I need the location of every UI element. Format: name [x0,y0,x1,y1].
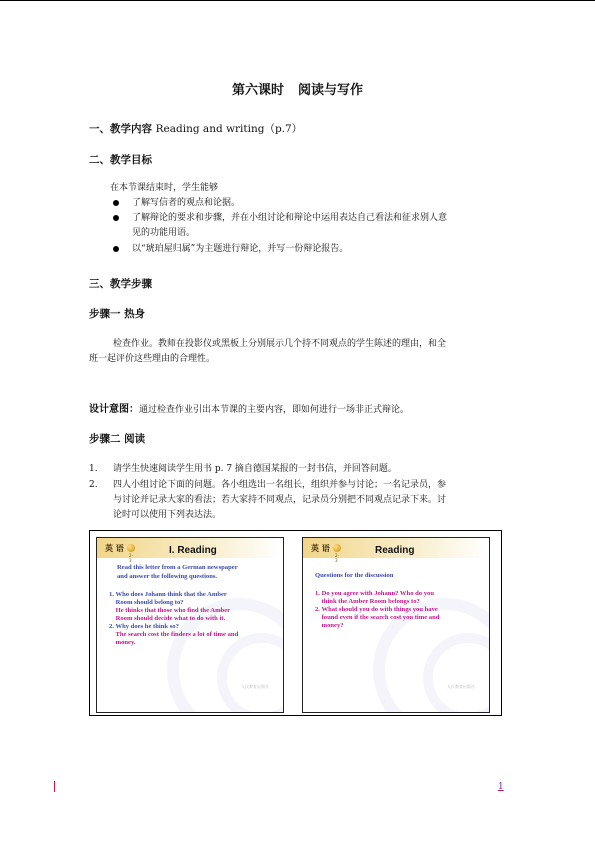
publisher-mark: 人民教育出版社 [241,684,269,689]
globe-icon [333,544,341,552]
step1-paragraph: 检查作业。教师在投影仪或黑板上分别展示几个持不同观点的学生陈述的理由，和全 [113,339,447,349]
slide-line: 2. Why does he think so? [109,623,179,630]
bullet-icon [113,200,119,206]
slide-line: 2. What should you do with things you have [315,606,438,613]
textbook-logo: 英 语 2-3 [311,544,339,563]
header-rule [0,0,595,1]
slide-title: I. Reading [169,545,217,556]
slide-line: money? [315,622,344,629]
bullet-icon [113,215,119,221]
page-number: 1 [498,782,504,792]
objective-item: 以“琥珀屋归属”为主题进行辩论，并写一份辩论报告。 [113,242,513,257]
slide-line: Room should belong to? [109,599,184,606]
slide-discussion [302,537,490,713]
slide-line: found even if the search cost you time and [315,614,440,621]
textbook-logo: 英 语 2-3 [105,544,133,563]
slide-intro: Questions for the discussion [315,572,394,579]
objectives-intro: 在本节课结束时，学生能够 [110,183,219,193]
slide-line: money. [109,639,136,646]
slides-figure [89,530,502,716]
slide-line: The search cost the finders a lot of time and [109,631,239,638]
slide-reading [96,537,284,713]
slide-intro: and answer the following questions. [117,573,218,580]
publisher-mark: 人民教育出版社 [447,684,475,689]
slide-title: Reading [375,545,415,556]
step2-heading: 步骤二 阅读 [89,433,146,445]
bullet-icon [113,246,119,252]
section1-heading: 一、教学内容 Reading and writing（p.7） [89,123,303,135]
section2-heading: 二、教学目标 [89,154,152,166]
margin-marker [54,781,55,792]
section3-heading: 三、教学步骤 [89,278,152,290]
step2-item: 2. 四人小组讨论下面的问题。各小组选出一名组长，组织并参与讨论；一名记录员，参 与讨论并记录大家的看法；若大家持不同观点，记录员分别把不同观点记录下来。讨 论时可以使用下列表达法。 [89,480,447,520]
globe-icon [127,544,135,552]
slide-line: Room should decide what to do with it. [109,615,226,622]
slide-line: 1. Do you agree with Johann? Who do you [315,590,435,597]
slide-line: He thinks that those who find the Amber [109,607,231,614]
slide-intro: Read this letter from a German newspaper [117,564,238,571]
step1-heading: 步骤一 热身 [89,308,146,320]
objective-item: 了解写信者的观点和论据。 [113,196,513,211]
objective-item: 了解辩论的要求和步骤，并在小组讨论和辩论中运用表达自己看法和征求别人意 见的功能用语。 [113,211,513,241]
step2-item: 1. 请学生快速阅读学生用书 p. 7 摘自德国某报的一封书信，并回答问题。 [89,464,397,474]
page-title: 第六课时 阅读与写作 [231,83,364,98]
slide-line: 1. Who does Johann think that the Amber [109,591,227,598]
slide-line: think the Amber Room belongs to? [315,598,420,605]
design-intent: 设计意图：通过检查作业引出本节课的主要内容，即如何进行一场非正式辩论。 [89,404,410,415]
step1-paragraph-cont: 班一起评价这些理由的合理性。 [89,354,216,364]
